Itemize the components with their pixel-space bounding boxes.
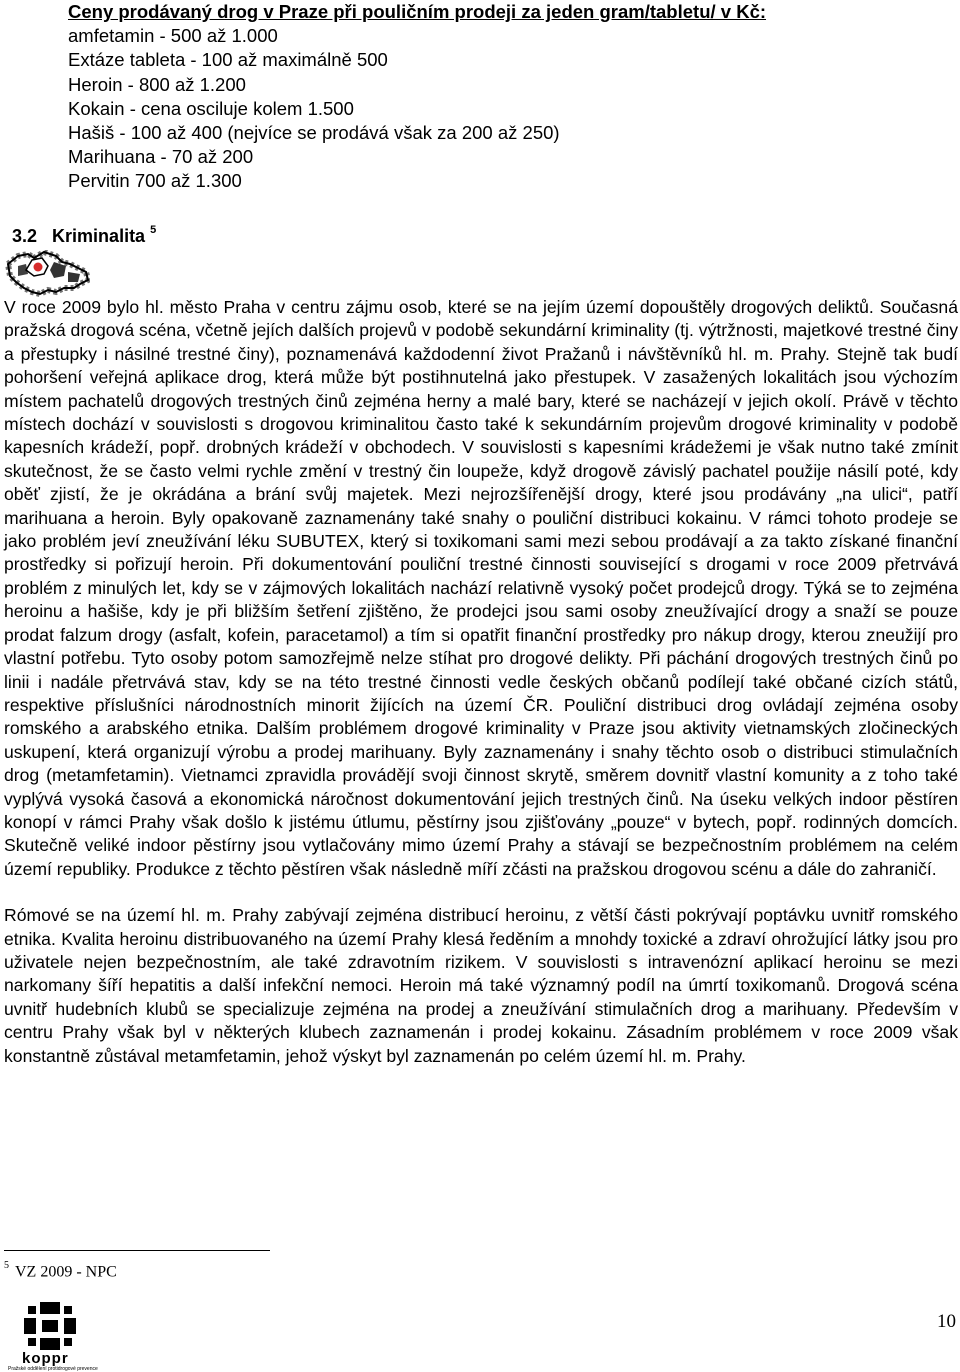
price-item-extaze: Extáze tableta - 100 až maximálně 500 (68, 49, 388, 71)
price-item-marihuana: Marihuana - 70 až 200 (68, 146, 254, 168)
koppr-logo (0, 1300, 100, 1372)
footnote-number: 5 (4, 1260, 9, 1271)
body-paragraph: V roce 2009 bylo hl. město Praha v centru zájmu osob, které se na jejím území dopouštěly drogových deliktů. Současná pražská drogová scéna, včetně jejích dalších projevů v podobě sekundární kriminality (tj. výtržnosti, majetkové trestné činy a přestupky i násilné trestné činy), poznamenává každodenní život Pražanů i návštěvníků hl. m. Prahy. Stejně tak budí pohoršení veřejná aplikace drog, která může být postihnutelná jako přestupek. V zasažených lokalitách jsou výchozím místem pachatelů drogových trestných činů zejména herny a malé bary, které se nacházejí v jejich okolí. Právě v těchto místech dochází v souvislosti s drogovou kriminalitou často také k sekundárním projevům drogové kriminality v podobě kapesních krádeží, popř. drobných krádeží v obchodech. V souvislosti s kapesními krádežemi je však nutno také zmínit skutečnost, že se často velmi rychle změní v trestný čin loupeže, když drogově závislý pachatel použije násilí poté, kdy oběť zjistí, že je okrádána a brání svůj majetek. Mezi nejrozšířenější drogy, které jsou prodávány „na ulici“, patří marihuana a heroin. Byly opakovaně zaznamenány také snahy o pouliční distribuci kokainu. V rámci tohoto prodeje se jako problém jeví zneužívání léku SUBUTEX, který si toxikomani sami mezi sebou prodávají a za takto získané finanční prostředky si pořizují heroin. Při dokumentování pouliční trestné činnosti související s drogami v roce 2009 přetrvává problém z minulých let, kdy se v zájmových lokalitách nachází relativně vysoký počet prodejců drogy. Týká se to zejména heroinu a hašiše, kdy je při bližším šetření zjištěno, že prodejci jsou sami osoby zneužívající drogy a snaží se pouze prodat falzum drogy (asfalt, kofein, paracetamol) a tím si opatřit finanční prostředky pro nákup drogy, kterou zneužijí pro vlastní potřebu. Tyto osoby potom samozřejmě nelze stíhat pro drogové delikty. Při páchání drogových trestných činů po linii i nadále přetrvává stav, kdy se na této trestné činnosti vedle českých občanů podílejí také občané cizích států, respektive příslušníci národnostních minorit žijících na území ČR. Pouliční distribuci drog ovládají zejména osoby romského a arabského etnika. Dalším problémem drogové kriminality v Praze jsou aktivity vietnamských zločineckých uskupení, která organizují výrobu a prodej marihuany. Byly zaznamenány i snahy těchto osob o distribuci stimulačních drog (metamfetamin). Vietnamci zpravidla provádějí svoji činnost skrytě, směrem dovnitř vlastní komunity a z toho také vyplývá vysoká časová a ekonomická náročnost dokumentování jejich trestných činů. Na úseku velkých indoor pěstíren konopí v rámci Prahy však došlo k jistému útlumu, pěstírny jsou zjišťovány „pouze“ v bytech, popř. rodinných domcích. Skutečně veliké indoor pěstírny jsou vytlačovány mimo území Prahy a stávají se bezpečnostním problémem na celém území republiky. Produkce z těchto pěstíren však následně míří zčásti na pražskou drogovou scénu a dále do zahraničí. (4, 297, 958, 879)
page-number: 10 (937, 1311, 956, 1332)
section-heading (12, 226, 156, 247)
price-item-heroin: Heroin - 800 až 1.200 (68, 73, 246, 95)
price-item-pervitin: Pervitin 700 až 1.300 (68, 170, 242, 192)
price-list (68, 0, 766, 194)
section-title: Kriminalita (52, 226, 146, 246)
logo-subtitle: Pražské oddělení protidrogové prevence (8, 1366, 98, 1372)
price-item-kokain: Kokain - cena osciluje kolem 1.500 (68, 97, 354, 119)
section-number: 3.2 (12, 226, 38, 246)
logo-name: koppr (22, 1350, 69, 1367)
footnote (4, 1262, 117, 1281)
body-text (4, 296, 958, 1068)
footnote-text: VZ 2009 - NPC (15, 1263, 117, 1281)
koppr-logo-mark-icon (10, 1300, 90, 1352)
price-item-amfetamin: amfetamin - 500 až 1.000 (68, 25, 278, 47)
czech-map-icon (4, 250, 90, 298)
body-paragraph: Rómové se na území hl. m. Prahy zabývají zejména distribucí heroinu, z větší části pokrývají poptávku uvnitř romského etnika. Kvalita heroinu distribuovaného na území Prahy klesá ředěním a mnohdy toxické a zdraví ohrožující látky jsou pro uživatele nejen bezpečnostním, ale také zdravotním rizikem. V souvislosti s intravenózní aplikací heroinu se mezi narkomany šíří hepatitis a další infekční nemoci. Heroin má také významný podíl na úmrtí toxikomanů. Drogová scéna uvnitř hudebních klubů se specializuje zejména na prodej a zneužívání stimulačních drog a marihuany. Především v centru Prahy však byl v některých klubech zaznamenán i prodej kokainu. Zásadním problémem v roce 2009 však konstantně zůstával metamfetamin, jehož výskyt byl zaznamenán po celém území hl. m. Prahy. (4, 905, 958, 1066)
footnote-reference[interactable]: 5 (150, 224, 157, 236)
price-item-hasis: Hašiš - 100 až 400 (nejvíce se prodává však za 200 až 250) (68, 122, 560, 144)
footnote-separator (4, 1250, 270, 1251)
price-list-title: Ceny prodávaný drog v Praze při pouličním prodeji za jeden gram/tabletu/ v Kč: (68, 1, 767, 22)
